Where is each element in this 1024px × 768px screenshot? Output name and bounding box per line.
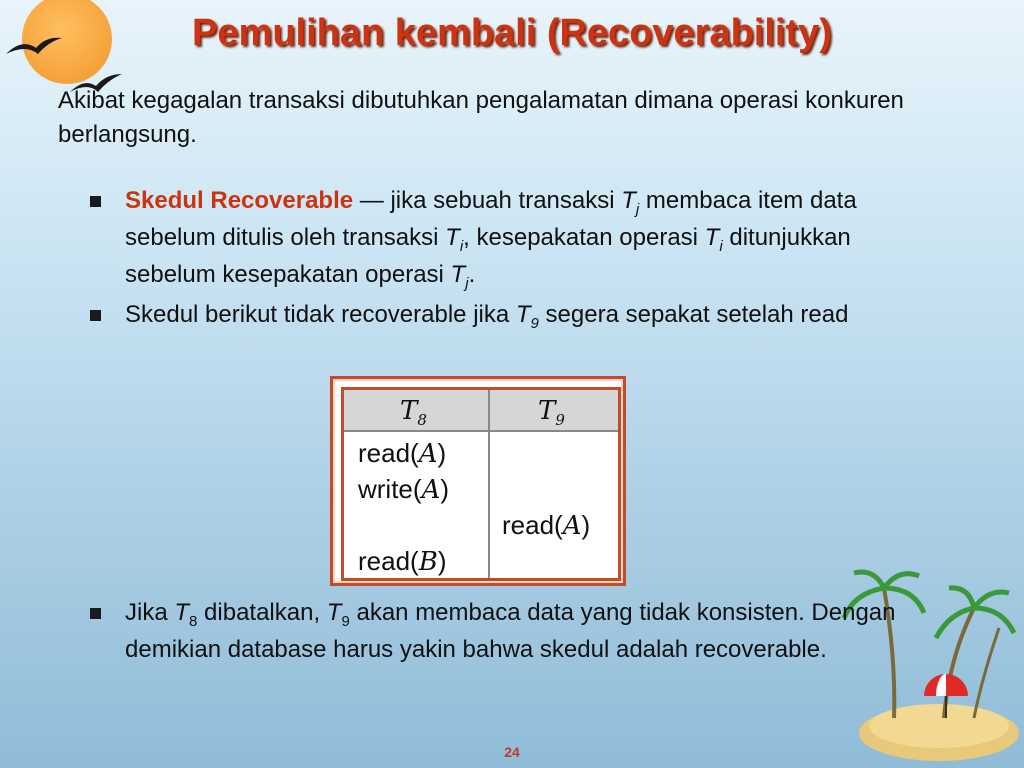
text: Skedul berikut tidak recoverable jika <box>125 301 516 328</box>
page-number: 24 <box>504 744 520 760</box>
text: ) <box>437 438 447 468</box>
text: segera sepakat setelah read <box>538 301 849 328</box>
text: — jika sebuah transaksi <box>353 187 622 214</box>
var: A <box>421 475 441 505</box>
var: A <box>418 439 438 469</box>
var: B <box>418 547 438 577</box>
text: read( <box>358 546 419 576</box>
text: membaca item data sebelum ditulis oleh transaksi <box>125 187 857 251</box>
table-header <box>344 390 618 432</box>
bullet-not-recoverable <box>90 298 940 335</box>
var: T <box>704 224 720 251</box>
bullet-conclusion <box>90 596 940 667</box>
subscript: j <box>465 275 469 292</box>
column-divider <box>488 390 490 578</box>
intro-text: Akibat kegagalan transaksi dibutuhkan pengalamatan dimana operasi konkuren berlangsung. <box>58 87 904 148</box>
var: T <box>326 599 342 626</box>
var: A <box>562 511 582 541</box>
text: ditunjukkan sebelum kesepakatan operasi <box>125 224 851 288</box>
text: write( <box>358 474 422 504</box>
subscript: 8 <box>417 411 427 429</box>
text: ) <box>437 546 447 576</box>
var: T <box>174 599 190 626</box>
text: . <box>468 261 476 288</box>
subscript: i <box>719 238 723 255</box>
text: akan membaca data yang tidak konsisten. Dengan demikian database harus yakin bahwa skedul adalah recoverable. <box>125 599 896 663</box>
table-row <box>358 438 446 469</box>
text: Jika <box>125 599 175 626</box>
bullet-marker <box>90 310 101 321</box>
bullet-marker <box>90 196 101 207</box>
var: T <box>400 396 418 426</box>
subscript: 8 <box>189 613 198 630</box>
text: , kesepakatan operasi <box>463 224 705 251</box>
subscript: j <box>635 201 640 218</box>
subscript: 9 <box>341 613 350 630</box>
header-t8 <box>400 396 427 429</box>
var: T <box>538 396 556 426</box>
schedule-table-frame <box>330 376 626 586</box>
text: read( <box>358 438 419 468</box>
subscript: 9 <box>530 315 539 332</box>
schedule-table <box>341 387 621 581</box>
var: T <box>515 301 531 328</box>
var: T <box>445 224 460 251</box>
text: ) <box>440 474 450 504</box>
table-row <box>358 546 446 577</box>
text: read( <box>502 510 563 540</box>
var: T <box>450 261 466 288</box>
bullet-recoverable-schedule <box>90 184 940 295</box>
subscript: 9 <box>555 411 565 429</box>
var: T <box>621 187 636 214</box>
subscript: i <box>459 238 464 255</box>
bullet-marker <box>90 608 101 619</box>
text: ) <box>581 510 591 540</box>
term-recoverable: Skedul Recoverable <box>125 187 354 214</box>
header-t9 <box>538 396 565 429</box>
table-row <box>502 510 590 541</box>
slide-title: Pemulihan kembali (Recoverability) <box>192 12 832 54</box>
table-row <box>358 474 449 505</box>
text: dibatalkan, <box>197 599 327 626</box>
